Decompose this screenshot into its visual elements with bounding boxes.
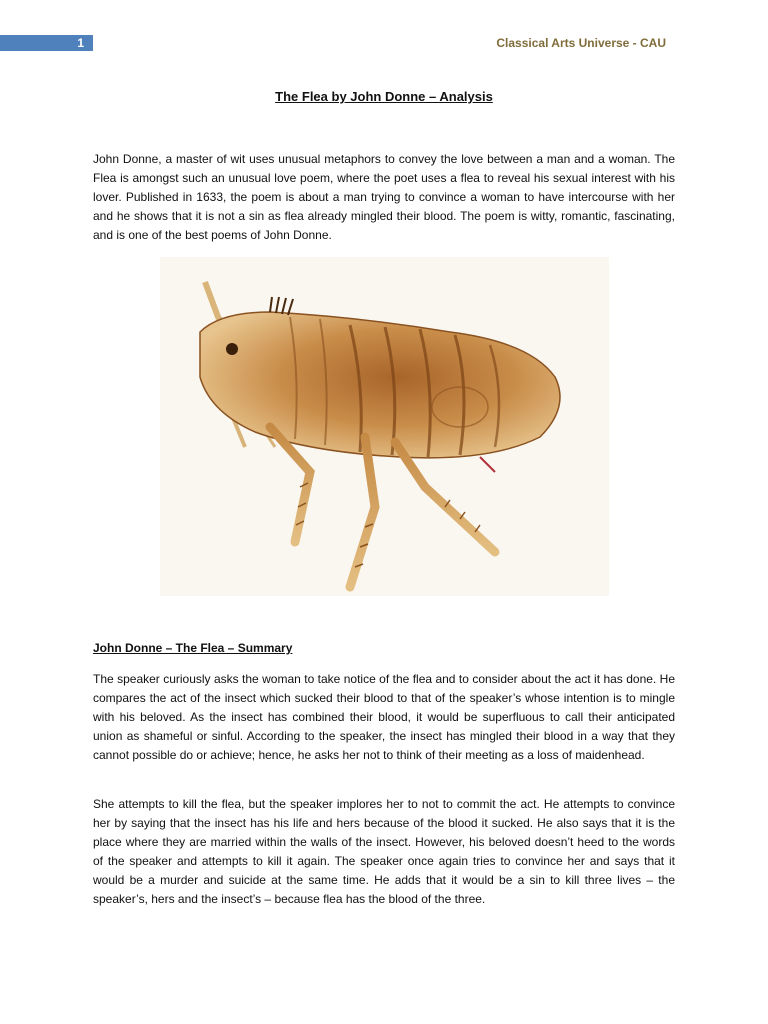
flea-illustration (160, 257, 609, 596)
flea-photo (160, 257, 609, 596)
intro-paragraph: John Donne, a master of wit uses unusual metaphors to convey the love between a man and a woman. The Flea is amongst such an unusual love poem, where the poet uses a flea to reveal his sexual interest with his lover. Published in 1633, the poem is about a man trying to convince a woman to have intercourse with her and he shows that it is not a sin as flea already mingled their blood. The poem is witty, romantic, fascinating, and is one of the best poems of John Donne. (93, 152, 675, 242)
document-title: The Flea by John Donne – Analysis (275, 89, 493, 104)
summary-heading: John Donne – The Flea – Summary (93, 641, 293, 655)
header-site-title: Classical Arts Universe - CAU (496, 36, 666, 50)
summary-paragraph-2: She attempts to kill the flea, but the speaker implores her to not to commit the act. He attempts to convince her by saying that the insect has his life and hers because of the blood it sucked. He also says that it is the place where they are married within the walls of the insect. However, his beloved doesn’t heed to the words of the speaker and attempts to kill it again. The speaker once again tries to convince her and says that it would be a murder and suicide at the same time. He adds that it would be a sin to kill three lives – the speaker’s, hers and the insect’s – because flea has the blood of the three. (93, 797, 675, 906)
page-number: 1 (77, 36, 84, 50)
page-number-bar (0, 35, 93, 51)
summary-paragraph-1: The speaker curiously asks the woman to take notice of the flea and to consider about the act it has done. He compares the act of the insect which sucked their blood to that of the speaker’s whose intention is to mingle with his beloved. As the insect has combined their blood, it would be superfluous to call their anticipated union as shameful or sinful. According to the speaker, the insect has mingled their blood in a way that they cannot possible do or achieve; hence, he asks her not to think of their meeting as a loss of maidenhead. (93, 672, 675, 762)
